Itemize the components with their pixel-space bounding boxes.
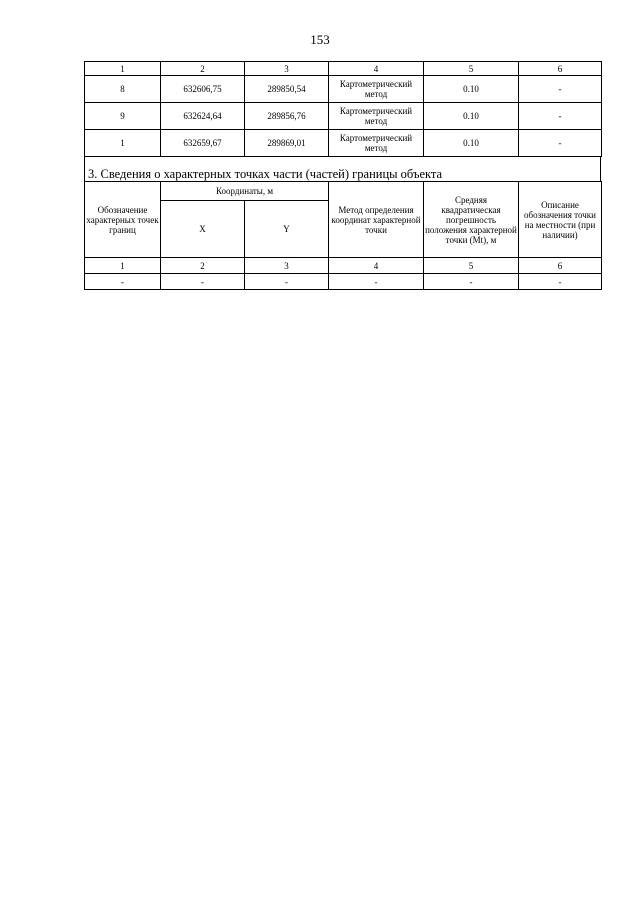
y-cell: 289869,01 [245,130,329,157]
numbering-cell: 4 [329,258,424,274]
description-cell: - [519,130,602,157]
numbering-cell: 5 [424,258,519,274]
table-cell: - [85,274,161,290]
table-header-row [85,62,602,76]
page-number: 153 [310,32,330,47]
table-cell: - [329,274,424,290]
method-cell: Картометрический метод [329,130,424,157]
description-cell: - [519,103,602,130]
header-error: Средняя квадратическая погрешность положения характерной точки (Мt), м [424,182,519,258]
error-cell: 0.10 [424,130,519,157]
table-cell: - [519,274,602,290]
header-cell: 2 [161,62,245,76]
x-cell: 632606,75 [161,76,245,103]
method-cell: Картометрический метод [329,76,424,103]
numbering-cell: 1 [85,258,161,274]
section-title: 3. Сведения о характерных точках части (частей) границы объекта [84,157,601,181]
header-cell: 5 [424,62,519,76]
header-point-designation: Обозначение характерных точек границ [85,182,161,258]
error-cell: 0.10 [424,76,519,103]
point-cell: 9 [85,103,161,130]
method-cell: Картометрический метод [329,103,424,130]
y-cell: 289850,54 [245,76,329,103]
y-cell: 289856,76 [245,103,329,130]
header-y: Y [245,201,329,258]
table-cell: - [161,274,245,290]
table-row [85,130,602,157]
x-cell: 632624,64 [161,103,245,130]
numbering-cell: 3 [245,258,329,274]
table-cell: - [424,274,519,290]
header-cell: 1 [85,62,161,76]
numbering-cell: 6 [519,258,602,274]
table-row [85,103,602,130]
boundary-points-table [84,61,602,157]
x-cell: 632659,67 [161,130,245,157]
header-coordinates: Координаты, м [161,182,329,201]
table-cell: - [245,274,329,290]
point-cell: 8 [85,76,161,103]
header-cell: 6 [519,62,602,76]
table-numbering-row [85,258,602,274]
header-cell: 3 [245,62,329,76]
header-cell: 4 [329,62,424,76]
numbering-cell: 2 [161,258,245,274]
point-cell: 1 [85,130,161,157]
table-row [85,76,602,103]
table-row [85,274,602,290]
header-method: Метод определения координат характерной точки [329,182,424,258]
header-x: X [161,201,245,258]
table-header-row [85,182,602,201]
header-description: Описание обозначения точки на местности (при наличии) [519,182,602,258]
part-boundary-points-table [84,181,602,290]
error-cell: 0.10 [424,103,519,130]
description-cell: - [519,76,602,103]
